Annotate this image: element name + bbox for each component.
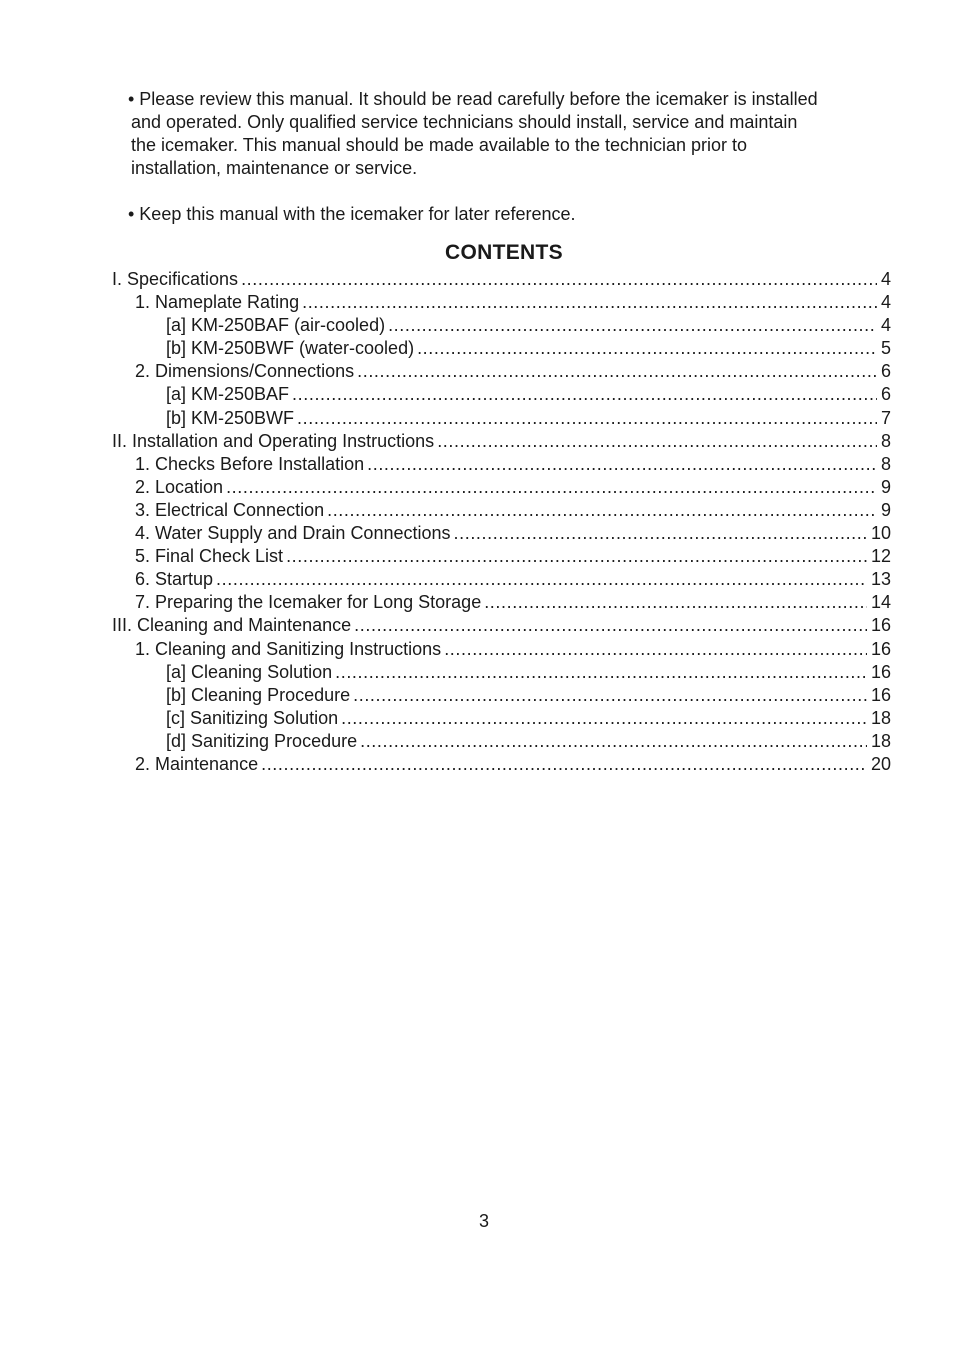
toc-entry [112, 707, 891, 730]
toc-entry-page: 16 [870, 661, 891, 682]
toc-entry [112, 522, 891, 545]
toc-entry-page: 5 [880, 338, 891, 359]
toc-entry-label: [c] Sanitizing Solution [166, 707, 339, 728]
toc-dot-leader [241, 268, 877, 291]
toc-dot-leader [454, 522, 867, 545]
toc-dot-leader [388, 314, 877, 337]
toc-dot-leader [292, 383, 877, 406]
toc-entry [112, 568, 891, 591]
toc-entry-label: II. Installation and Operating Instructions [112, 430, 435, 451]
toc-dot-leader [357, 360, 877, 383]
toc-entry [112, 314, 891, 337]
toc-entry [112, 337, 891, 360]
toc-dot-leader [261, 753, 867, 776]
toc-dot-leader [360, 730, 867, 753]
toc-entry-label: 1. Checks Before Installation [135, 453, 365, 474]
toc-entry-label: 5. Final Check List [135, 546, 284, 567]
toc-entry-page: 10 [870, 523, 891, 544]
toc-entry-page: 6 [880, 384, 891, 405]
toc-dot-leader [437, 430, 877, 453]
toc-entry-page: 4 [880, 315, 891, 336]
toc-dot-leader [444, 638, 867, 661]
toc-entry [112, 291, 891, 314]
toc-dot-leader [216, 568, 867, 591]
toc-entry [112, 730, 891, 753]
toc-entry-label: 1. Nameplate Rating [135, 292, 300, 313]
toc-entry-label: III. Cleaning and Maintenance [112, 615, 352, 636]
toc-entry-label: [b] KM-250BWF (water-cooled) [166, 338, 415, 359]
toc-entry-label: 2. Maintenance [135, 753, 259, 774]
toc-entry-label: 2. Location [135, 476, 224, 497]
toc-dot-leader [302, 291, 877, 314]
toc-entry [112, 407, 891, 430]
toc-dot-leader [354, 614, 867, 637]
toc-entry [112, 268, 891, 291]
toc-entry [112, 545, 891, 568]
toc-entry [112, 614, 891, 637]
table-of-contents [112, 268, 891, 776]
toc-entry-label: [a] KM-250BAF (air-cooled) [166, 315, 386, 336]
toc-entry-label: [b] Cleaning Procedure [166, 684, 351, 705]
toc-entry-page: 8 [880, 453, 891, 474]
toc-dot-leader [341, 707, 867, 730]
toc-entry-page: 12 [870, 546, 891, 567]
review-manual-note [128, 88, 888, 180]
toc-entry [112, 684, 891, 707]
keep-manual-note: • Keep this manual with the icemaker for later reference. [128, 204, 576, 224]
toc-dot-leader [297, 407, 877, 430]
toc-entry [112, 753, 891, 776]
toc-entry-page: 8 [880, 430, 891, 451]
toc-entry [112, 591, 891, 614]
intro-notes [128, 88, 888, 226]
toc-entry [112, 638, 891, 661]
toc-dot-leader [353, 684, 867, 707]
toc-entry-label: [d] Sanitizing Procedure [166, 730, 358, 751]
toc-entry-label: 7. Preparing the Icemaker for Long Storage [135, 592, 482, 613]
toc-dot-leader [335, 661, 867, 684]
toc-entry-page: 18 [870, 730, 891, 751]
toc-entry-page: 16 [870, 615, 891, 636]
contents-heading: CONTENTS [445, 241, 563, 264]
toc-entry-label: 4. Water Supply and Drain Connections [135, 523, 451, 544]
toc-dot-leader [484, 591, 867, 614]
toc-entry-label: [a] Cleaning Solution [166, 661, 333, 682]
toc-entry-label: [a] KM-250BAF [166, 384, 290, 405]
toc-dot-leader [226, 476, 877, 499]
toc-entry [112, 499, 891, 522]
toc-entry [112, 430, 891, 453]
toc-entry-label: 6. Startup [135, 569, 214, 590]
toc-entry-page: 4 [880, 269, 891, 289]
toc-entry [112, 383, 891, 406]
toc-entry-page: 13 [870, 569, 891, 590]
toc-entry-page: 18 [870, 707, 891, 728]
toc-dot-leader [417, 337, 877, 360]
note-line: the icemaker. This manual should be made available to the technician prior to [131, 135, 748, 155]
toc-entry-page: 16 [870, 684, 891, 705]
toc-entry [112, 661, 891, 684]
note-line: and operated. Only qualified service technicians should install, service and maintain [131, 112, 798, 132]
toc-entry-label: [b] KM-250BWF [166, 407, 295, 428]
toc-entry-page: 14 [870, 592, 891, 613]
toc-entry-page: 9 [880, 476, 891, 497]
toc-entry-label: 2. Dimensions/Connections [135, 361, 355, 382]
toc-entry-label: 1. Cleaning and Sanitizing Instructions [135, 638, 442, 659]
toc-entry-page: 16 [870, 638, 891, 659]
toc-dot-leader [367, 453, 877, 476]
toc-entry-page: 9 [880, 499, 891, 520]
toc-entry-page: 7 [880, 407, 891, 428]
note-line: • Please review this manual. It should be read carefully before the icemaker is installed [128, 89, 818, 109]
note-line: installation, maintenance or service. [131, 158, 418, 178]
toc-dot-leader [327, 499, 877, 522]
page-number: 3 [478, 1211, 489, 1231]
toc-entry-page: 20 [870, 753, 891, 774]
toc-entry-page: 4 [880, 292, 891, 313]
toc-entry-page: 6 [880, 361, 891, 382]
toc-entry [112, 476, 891, 499]
toc-dot-leader [286, 545, 867, 568]
toc-entry-label: I. Specifications [112, 269, 239, 289]
toc-entry [112, 360, 891, 383]
toc-entry-label: 3. Electrical Connection [135, 499, 325, 520]
toc-entry [112, 453, 891, 476]
